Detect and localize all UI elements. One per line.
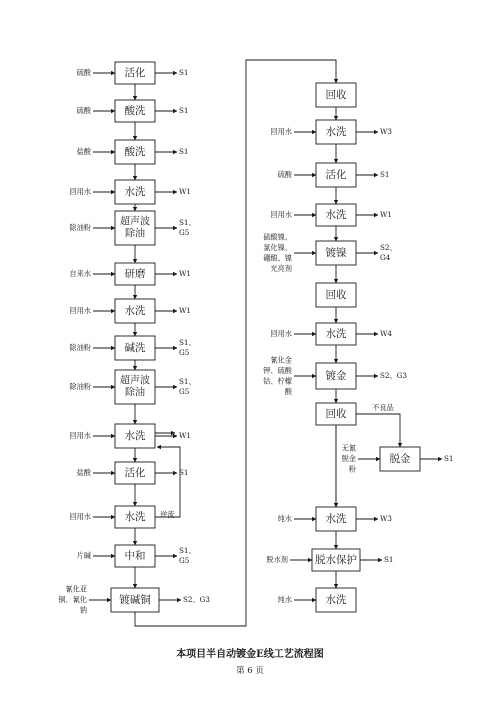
left-step-3-label: 酸洗: [124, 146, 146, 158]
column-connector: [135, 60, 336, 626]
left-step-2-label: 酸洗: [124, 105, 146, 117]
left-output-label-1: S1: [179, 68, 189, 77]
left-output-label-7: W1: [179, 306, 191, 315]
left-output-label-10: W1: [179, 431, 191, 440]
right-step-11-label: 脱水保护: [315, 554, 357, 566]
left-output-label-2: S1: [179, 106, 189, 115]
right-step-9-label: 回收: [325, 408, 347, 420]
left-output-label-3: S1: [179, 147, 189, 156]
right-output-label-2: W3: [380, 127, 392, 136]
left-output-label-14: S2、G3: [183, 595, 210, 604]
left-input-label-4: 回用水: [69, 187, 91, 196]
left-input-label-2: 硫酸: [76, 106, 91, 115]
left-step-5-label: 超声波除油: [120, 216, 150, 240]
right-input-label-5: 硫酸镍、氯化镍、硼酸、镍光亮剂: [263, 232, 292, 273]
left-input-label-6: 自来水: [69, 269, 91, 278]
left-input-label-11: 盐酸: [76, 468, 91, 477]
right-step-2-label: 水洗: [325, 126, 347, 138]
left-step-14-label: 镀碱铜: [119, 594, 151, 606]
right-output-label-4: W1: [380, 210, 392, 219]
right-step-1-label: 回收: [325, 89, 347, 101]
left-step-6-label: 研磨: [124, 268, 146, 280]
reject-branch-arrow: [356, 414, 400, 447]
left-input-label-7: 回用水: [69, 306, 91, 315]
left-step-10-label: 水洗: [124, 430, 146, 442]
left-input-label-3: 盐酸: [76, 147, 91, 156]
right-output-label-5: S2、 G4: [380, 243, 397, 262]
left-step-12-label: 水洗: [124, 511, 146, 523]
right-input-label-4: 回用水: [270, 210, 292, 219]
right-input-label-12: 纯水: [277, 595, 292, 604]
left-step-1-label: 活化: [124, 67, 146, 79]
right-step-5-label: 镀镍: [325, 247, 347, 259]
right-step-4-label: 水洗: [325, 209, 347, 221]
right-input-label-10: 纯水: [277, 514, 292, 523]
left-step-4-label: 水洗: [124, 186, 146, 198]
left-input-label-5: 除油粉: [69, 223, 91, 232]
side-branch-step-label: 脱金: [389, 453, 411, 465]
left-input-label-10: 回用水: [69, 431, 91, 440]
right-step-12-label: 水洗: [325, 594, 347, 606]
left-input-label-14: 氰化亚铜、氰化钠: [58, 584, 87, 615]
right-input-label-11: 脱水剂: [266, 555, 288, 564]
left-input-label-1: 硫酸: [76, 68, 91, 77]
left-output-label-11: S1: [179, 468, 189, 477]
left-output-label-6: W1: [179, 269, 191, 278]
left-step-8-label: 碱洗: [124, 342, 146, 354]
left-step-13-label: 中和: [124, 550, 146, 562]
right-output-label-7: W4: [380, 329, 392, 338]
right-step-10-label: 水洗: [325, 513, 347, 525]
right-step-8-label: 镀金: [325, 370, 347, 382]
left-input-label-13: 片碱: [76, 551, 91, 560]
right-output-label-10: W3: [380, 514, 392, 523]
side-branch-input-label: 无氰脱金粉: [341, 443, 356, 474]
left-input-label-8: 除油粉: [69, 343, 91, 352]
right-step-7-label: 水洗: [325, 328, 347, 340]
left-step-9-label: 超声波除油: [120, 375, 150, 399]
left-output-label-4: W1: [179, 187, 191, 196]
right-input-label-3: 硫酸: [277, 170, 292, 179]
left-step-11-label: 活化: [124, 467, 146, 479]
right-input-label-8: 氰化金钾、硫酸钴、柠檬酸: [263, 355, 292, 396]
right-step-3-label: 活化: [325, 169, 347, 181]
right-output-label-8: S2、G3: [380, 371, 407, 380]
left-step-7-label: 水洗: [124, 305, 146, 317]
right-step-6-label: 回收: [325, 289, 347, 301]
countercurrent-loop: [155, 447, 180, 517]
reject-label: 不良品: [372, 403, 394, 412]
page-number: 第 6 页: [236, 666, 264, 676]
left-output-label-5: S1、 G5: [179, 218, 196, 237]
left-input-label-9: 除油粉: [69, 382, 91, 391]
right-output-label-3: S1: [380, 170, 390, 179]
diagram-caption: 本项目半自动镀金E线工艺流程图: [176, 649, 324, 660]
side-branch-output-label: S1: [444, 454, 454, 463]
left-input-label-12: 回用水: [69, 512, 91, 521]
left-output-label-9: S1、 G5: [179, 377, 196, 396]
left-output-label-8: S1、 G5: [179, 338, 196, 357]
right-input-label-2: 回用水: [270, 127, 292, 136]
left-output-label-12: 逆流: [160, 510, 175, 519]
right-input-label-7: 回用水: [270, 329, 292, 338]
left-output-label-13: S1、 G5: [179, 546, 196, 565]
right-output-label-11: S1: [384, 555, 394, 564]
